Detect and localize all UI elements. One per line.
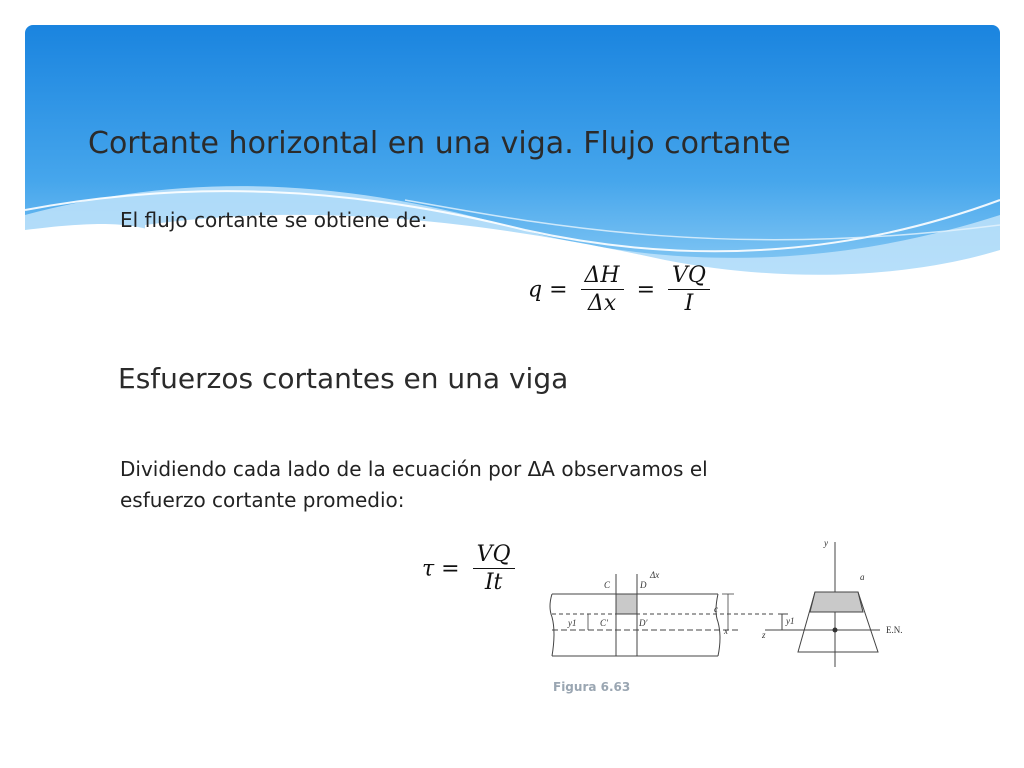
label-y1-right: y1 [786,616,795,626]
label-d-prime: D′ [639,618,648,628]
shaded-area [810,592,863,612]
section-subtitle: Esfuerzos cortantes en una viga [118,362,569,395]
frac-denominator: I [684,291,694,316]
label-c: C [604,580,611,590]
fraction-dh-dx [581,263,624,318]
frac-numerator: VQ [668,263,710,290]
beam-drawing [550,574,775,656]
body-line-1: Dividiendo cada lado de la ecuación por ΔA observamos el [120,457,708,481]
fraction-vq-it [473,542,515,597]
beam-figure [540,522,930,702]
shaded-element [616,594,637,614]
label-c-prime: C′ [600,618,608,628]
dimension-lines [588,594,734,630]
figure-caption: Figura 6.63 [553,680,631,694]
label-en: E.N. [886,625,903,635]
slide-title: Cortante horizontal en una viga. Flujo cortante [88,126,791,161]
frac-numerator: VQ [473,542,515,569]
label-d: D [640,580,647,590]
label-y1-left: y1 [568,618,577,628]
fraction-vq-i [668,263,710,318]
shear-stress-equation [422,542,521,597]
label-x: x [724,626,728,636]
frac-numerator: ΔH [581,263,624,290]
label-c-dim: c [714,604,718,614]
eq-lhs: τ = [422,556,460,582]
label-a: a [860,572,865,582]
frac-denominator: It [484,570,503,595]
intro-text: El flujo cortante se obtiene de: [120,208,428,232]
label-dx: Δx [650,570,660,580]
centroid-dot [833,628,838,633]
body-line-2: esfuerzo cortante promedio: [120,488,405,512]
eq-lhs: q = [528,277,568,303]
label-y: y [824,538,828,548]
body-text [120,454,708,516]
shear-flow-equation [528,263,716,318]
label-z: z [762,630,766,640]
eq-equals: = [636,277,656,303]
frac-denominator: Δx [587,291,617,316]
